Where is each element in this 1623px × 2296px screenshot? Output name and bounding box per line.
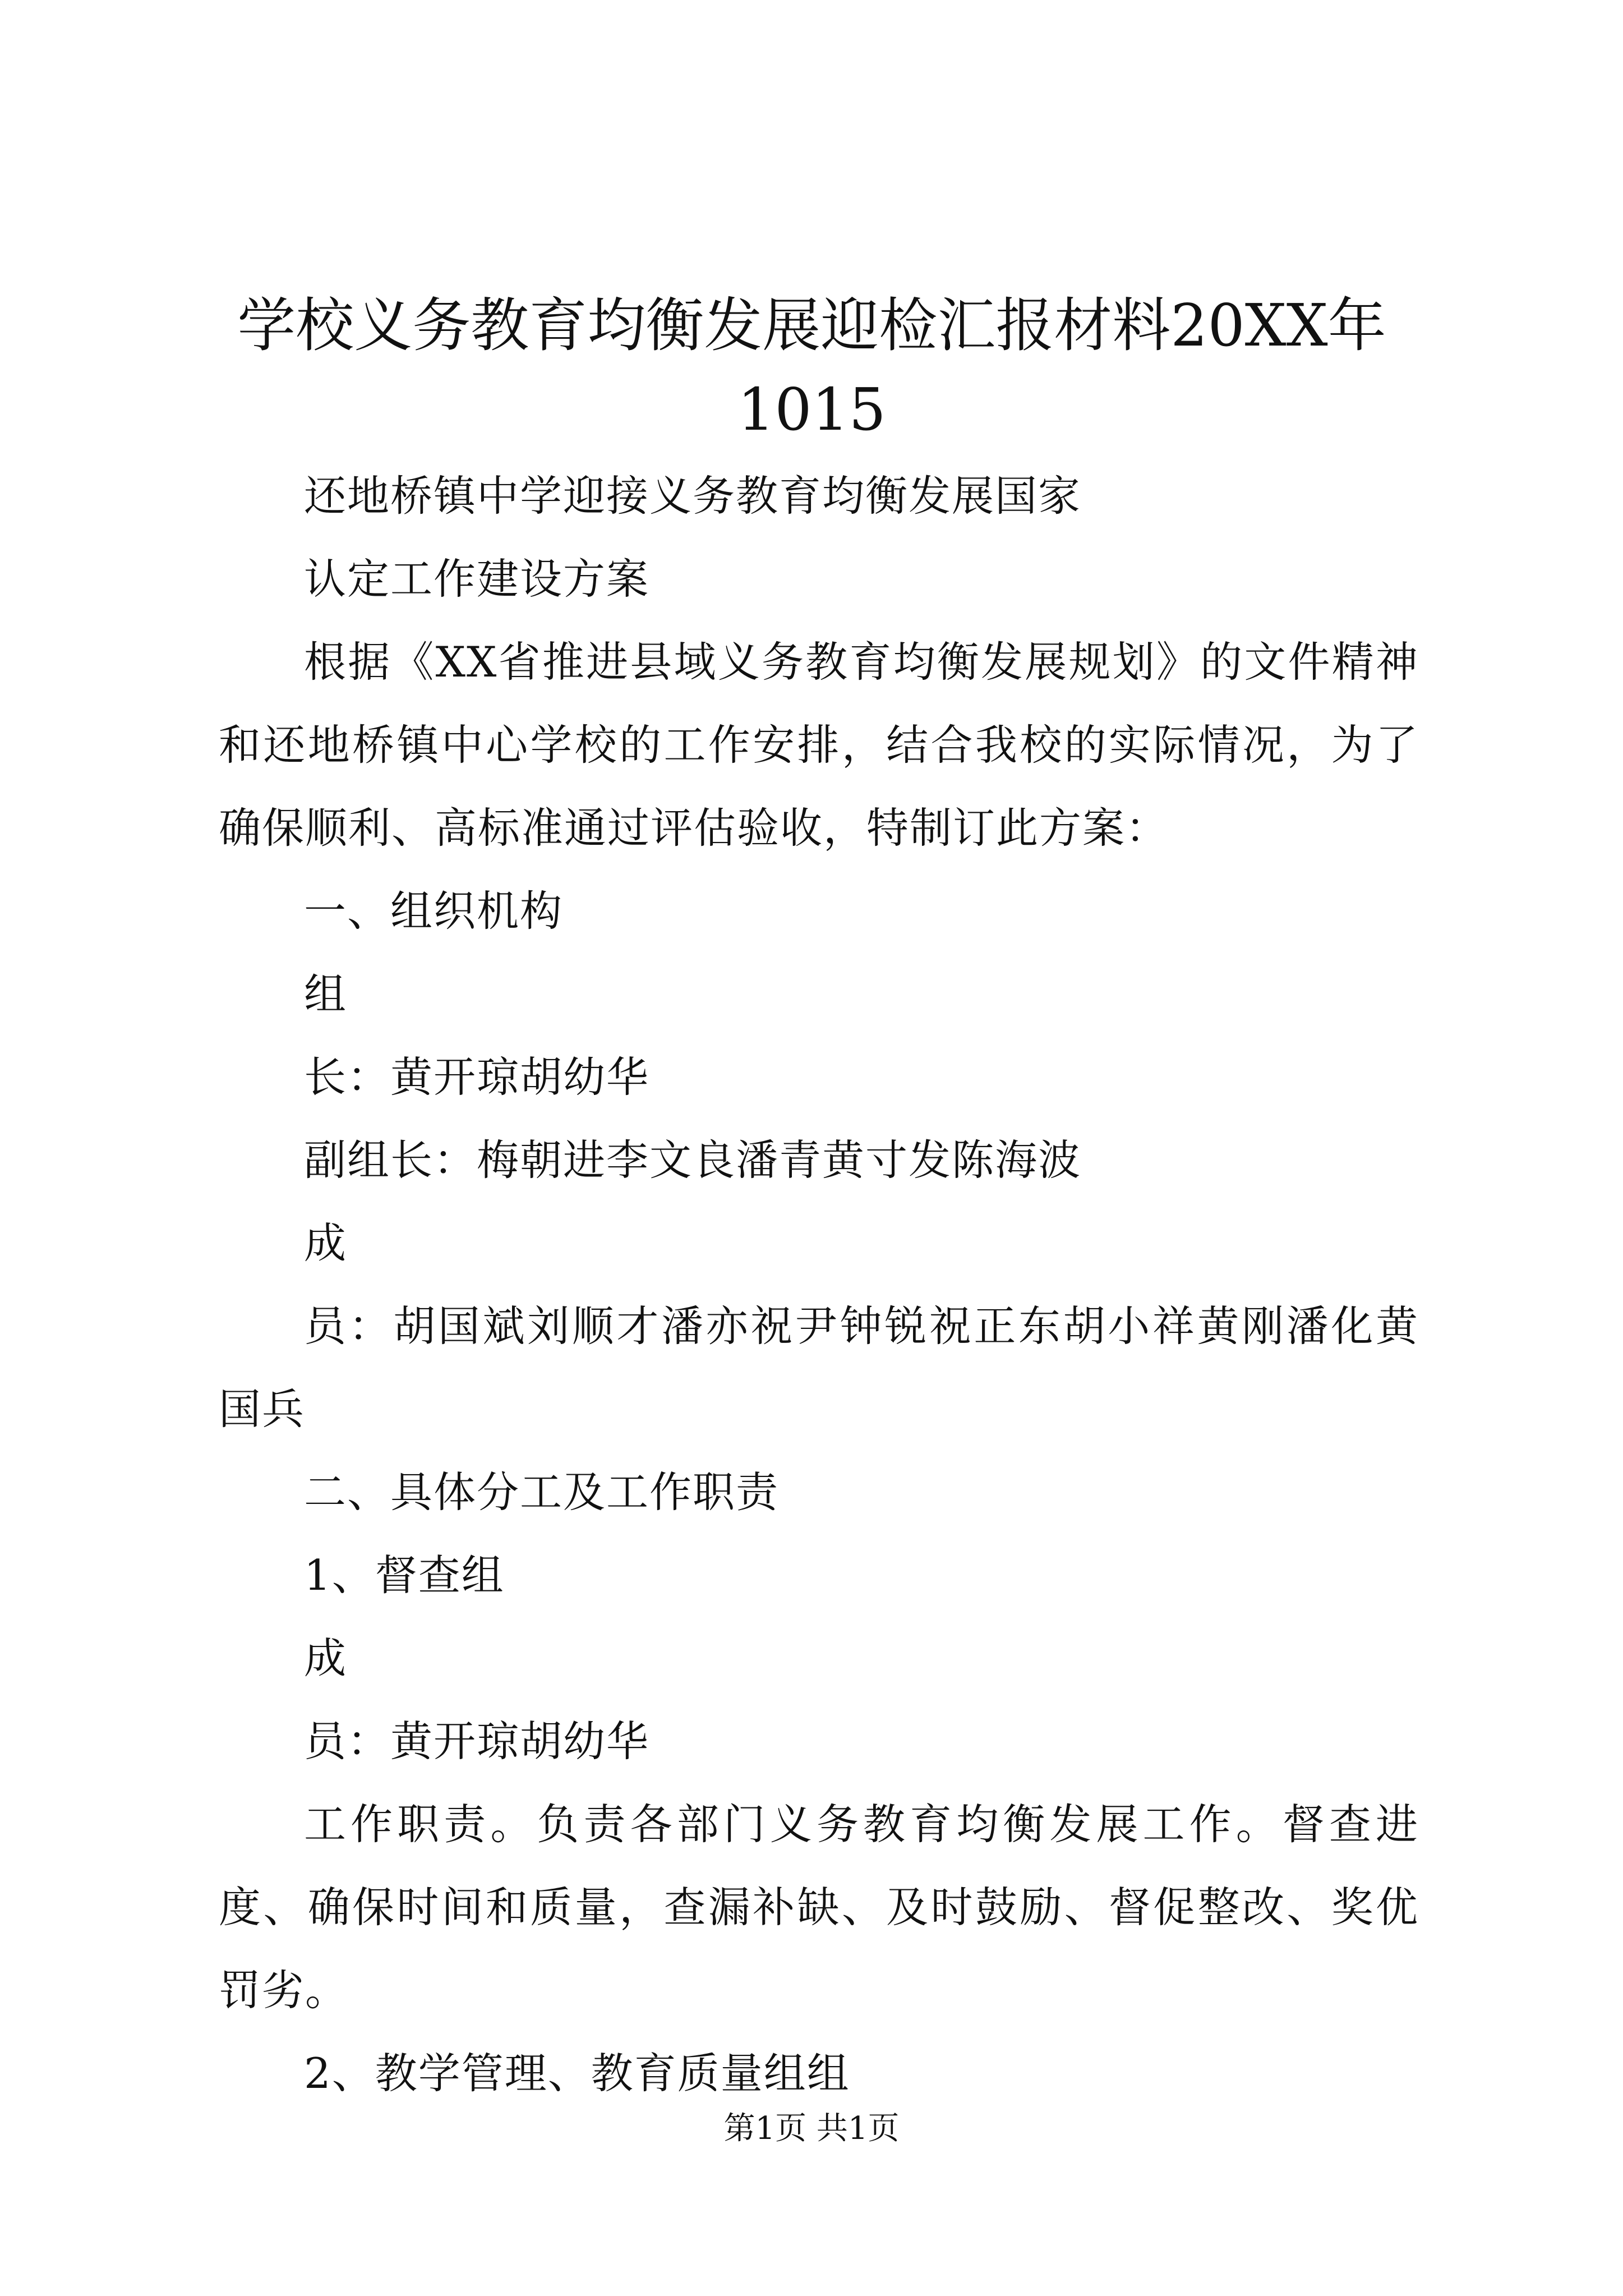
subsection-heading: 2、教学管理、教育质量组组 [304, 2049, 850, 2098]
section-heading: 一、组织机构 [304, 886, 564, 936]
paragraph: 还地桥镇中学迎接义务教育均衡发展国家 [304, 471, 1082, 521]
page-footer: 第1页 共1页 [723, 2110, 900, 2147]
paragraph: 员：黄开琼胡幼华 [304, 1717, 650, 1766]
subsection-heading: 1、督查组 [304, 1550, 505, 1600]
paragraph: 根据《XX省推进县域义务教育均衡发展规划》的文件精神和还地桥镇中心学校的工作安排，结合我校的实际情况，为了确保顺利、高标准通过评估验收，特制订此方案： [219, 637, 1419, 853]
paragraph: 副组长：梅朝进李文良潘青黄寸发陈海波 [304, 1135, 1082, 1185]
paragraph: 成 [304, 1218, 348, 1268]
paragraph: 工作职责。负责各部门义务教育均衡发展工作。督查进度、确保时间和质量，查漏补缺、及时鼓励、督促整改、奖优罚劣。 [219, 1800, 1419, 2015]
paragraph: 员：胡国斌刘顺才潘亦祝尹钟锐祝正东胡小祥黄刚潘化黄国兵 [219, 1301, 1419, 1434]
paragraph: 认定工作建设方案 [304, 554, 650, 604]
document-body [219, 454, 1419, 2115]
paragraph: 长：黄开琼胡幼华 [304, 1052, 650, 1102]
document-title: 学校义务教育均衡发展迎检汇报材料20XX年1015 [237, 291, 1386, 444]
paragraph: 组 [304, 969, 348, 1019]
paragraph: 成 [304, 1634, 348, 1683]
section-heading: 二、具体分工及工作职责 [304, 1467, 780, 1517]
